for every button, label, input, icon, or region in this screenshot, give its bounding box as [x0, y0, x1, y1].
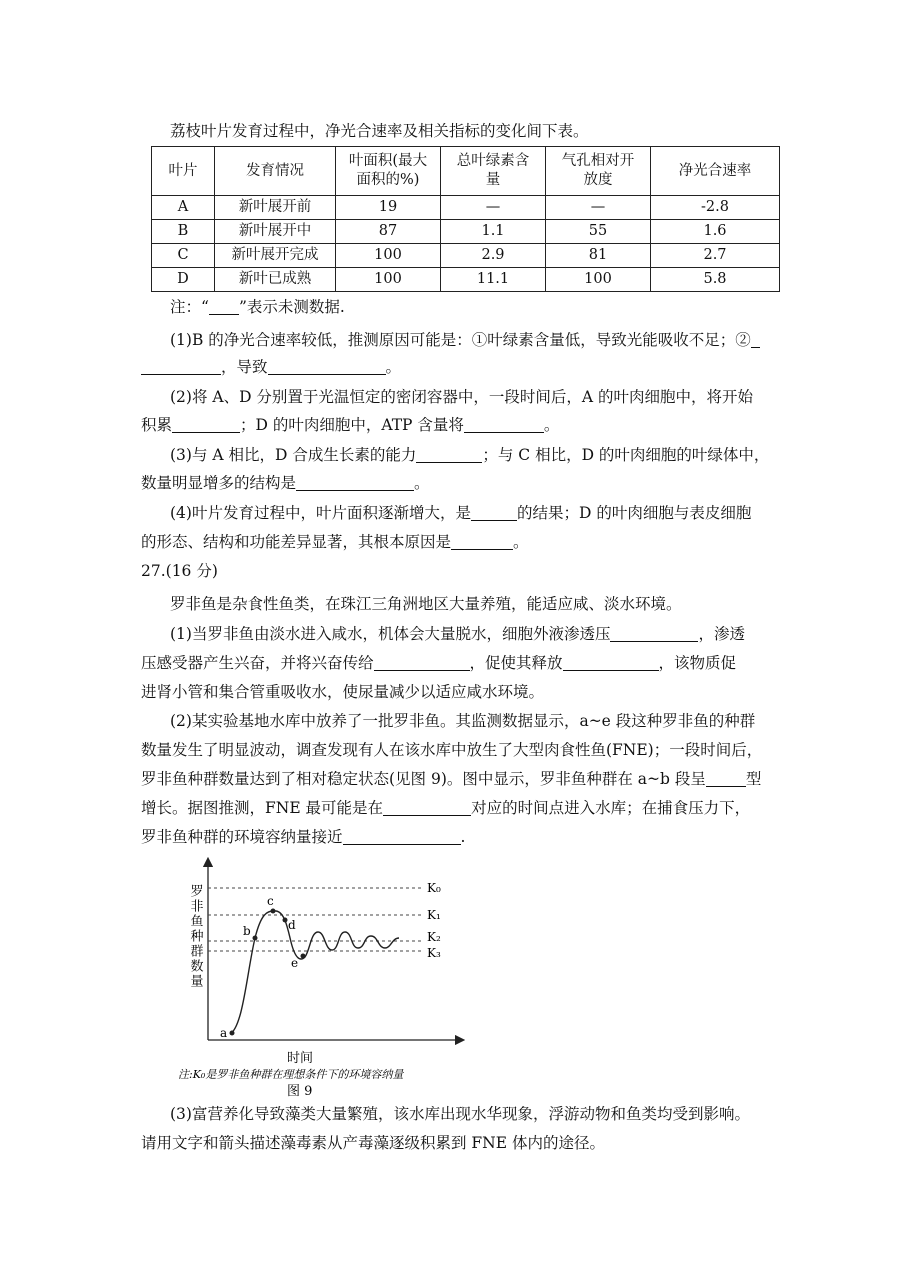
answer-blank [296, 474, 414, 491]
answer-blank [141, 358, 221, 375]
header-cell [215, 147, 336, 196]
question-27-title: 27.(16 分) [141, 562, 218, 580]
note-text: ”表示未测数据. [238, 298, 345, 316]
question-text: . [460, 828, 466, 846]
table-cell: C [152, 244, 215, 268]
table-cell: 新叶展开完成 [215, 244, 336, 268]
table-cell: 87 [336, 220, 441, 244]
question-27-1-end: 进肾小管和集合管重吸收水，使尿量减少以适应咸水环境。 [141, 683, 545, 701]
question-text: ，促使其释放 [469, 654, 563, 672]
point-b [253, 936, 258, 941]
table-cell: D [152, 268, 215, 292]
header-cell [152, 147, 215, 196]
question-text: (4)叶片发育过程中，叶片面积逐渐增大，是 [170, 504, 471, 522]
answer-blank [610, 625, 698, 642]
header-text: 放度 [583, 172, 613, 188]
label-d: d [288, 918, 296, 932]
table-cell: B [152, 220, 215, 244]
k0-label: K₀ [427, 881, 441, 895]
answer-blank [343, 828, 461, 845]
question-text: (3)与 A 相比，D 合成生长素的能力 [170, 446, 417, 464]
table-cell: A [152, 196, 215, 220]
question-1 [170, 330, 760, 350]
question-3-cont [141, 473, 430, 493]
answer-blank [464, 416, 544, 433]
question-27-1 [170, 624, 745, 644]
question-text: (1)当罗非鱼由淡水进入咸水，机体会大量脱水，细胞外液渗透压 [170, 625, 611, 643]
question-text: ，导致 [221, 358, 268, 376]
question-27-2: (2)某实验基地水库中放养了一批罗非鱼。其监测数据显示，a~e 段这种罗非鱼的种群 [170, 712, 756, 730]
k3-label: K₃ [427, 946, 441, 960]
question-text: 增长。据图推测，FNE 最可能是在 [141, 799, 384, 817]
y-axis-label: 罗非鱼种群数量 [187, 884, 203, 989]
point-e [301, 954, 306, 959]
table-cell: 新叶展开前 [215, 196, 336, 220]
header-text: 叶面积(最大 [348, 153, 428, 169]
question-27-3: (3)富营养化导致藻类大量繁殖，该水库出现水华现象，浮游动物和鱼类均受到影响。 [170, 1105, 750, 1123]
table-note [170, 297, 345, 317]
header-text: 发育情况 [246, 162, 304, 179]
answer-blank [751, 331, 760, 348]
table-cell: 1.6 [651, 220, 780, 244]
question-text: ；D 的叶肉细胞中，ATP 含量将 [240, 416, 464, 434]
table-cell: 2.7 [651, 244, 780, 268]
figure-9-population-graph [175, 852, 475, 1097]
table-cell: -2.8 [651, 196, 780, 220]
answer-blank [374, 654, 470, 671]
point-d [283, 918, 288, 923]
answer-blank [268, 358, 386, 375]
label-a: a [220, 1026, 228, 1040]
table-row [152, 244, 780, 268]
k1-label: K₁ [427, 908, 441, 922]
question-1-cont [141, 357, 401, 377]
question-27-2-line5 [141, 827, 465, 847]
question-4-cont [141, 532, 529, 552]
figure-caption: 图 9 [287, 1084, 313, 1097]
question-4 [170, 503, 751, 523]
point-c [271, 909, 276, 914]
header-text: 总叶绿素含 [456, 153, 530, 169]
header-cell [441, 147, 546, 196]
question-27-2-line3 [141, 769, 761, 789]
question-text: ，渗透 [698, 625, 745, 643]
question-text: ，该物质促 [658, 654, 737, 672]
label-b: b [243, 924, 251, 938]
table-cell: 100 [336, 268, 441, 292]
question-text: 对应的时间点进入水库；在捕食压力下， [471, 799, 751, 817]
label-e: e [291, 956, 299, 970]
question-27-1-cont [141, 653, 736, 673]
leaf-development-table [151, 146, 780, 292]
table-cell: 55 [546, 220, 651, 244]
header-text: 面积的%) [356, 172, 420, 188]
table-row [152, 220, 780, 244]
k2-label: K₂ [427, 930, 441, 944]
table-cell: 2.9 [441, 244, 546, 268]
answer-blank [172, 416, 240, 433]
table-cell: 5.8 [651, 268, 780, 292]
header-cell [336, 147, 441, 196]
point-a [230, 1031, 235, 1036]
table-row [152, 196, 780, 220]
table-cell: 1.1 [441, 220, 546, 244]
question-text: 积累 [141, 416, 173, 434]
question-text: 。 [385, 358, 402, 376]
question-text: 。 [543, 416, 560, 434]
table-intro: 荔枝叶片发育过程中，净光合速率及相关指标的变化间下表。 [170, 122, 589, 140]
question-text: 压感受器产生兴奋，并将兴奋传给 [141, 654, 374, 672]
table-cell: 100 [546, 268, 651, 292]
question-text: 罗非鱼种群数量达到了相对稳定状态(见图 9)。图中显示，罗非鱼种群在 a~b 段呈 [141, 770, 706, 788]
table-cell: — [441, 196, 546, 220]
header-text: 净光合速率 [678, 162, 752, 179]
table-cell: 新叶已成熟 [215, 268, 336, 292]
table-cell: 19 [336, 196, 441, 220]
table-cell: 100 [336, 244, 441, 268]
x-axis-label: 时间 [287, 1051, 314, 1066]
question-text: 。 [414, 474, 430, 492]
question-27-intro: 罗非鱼是杂食性鱼类，在珠江三角洲地区大量养殖，能适应咸、淡水环境。 [170, 595, 682, 613]
question-text: 的结果；D 的叶肉细胞与表皮细胞 [516, 504, 752, 522]
table-cell: 81 [546, 244, 651, 268]
note-blank [209, 298, 239, 315]
question-text: ；与 C 相比，D 的叶肉细胞的叶绿体中， [482, 446, 770, 464]
question-text: 。 [513, 533, 529, 551]
answer-blank [706, 770, 746, 787]
header-text: 叶片 [168, 162, 198, 179]
question-2: (2)将 A、D 分别置于光温恒定的密闭容器中，一段时间后，A 的叶肉细胞中，将开始 [170, 388, 754, 406]
header-text: 气孔相对开 [561, 153, 635, 169]
question-27-2-line4 [141, 798, 750, 818]
table-cell: — [546, 196, 651, 220]
table-cell: 新叶展开中 [215, 220, 336, 244]
answer-blank [563, 654, 659, 671]
note-text: 注：“ [170, 298, 209, 316]
question-3 [170, 445, 769, 465]
header-cell [546, 147, 651, 196]
figure-note: 注:K₀是罗非鱼种群在理想条件下的环境容纳量 [178, 1068, 404, 1081]
population-curve [230, 911, 399, 1034]
question-text: 罗非鱼种群的环境容纳量接近 [141, 828, 343, 846]
answer-blank [451, 533, 513, 550]
question-27-2-line2: 数量发生了明显波动，调查发现有人在该水库中放生了大型肉食性鱼(FNE)；一段时间后， [141, 741, 763, 759]
question-2-cont [141, 415, 559, 435]
question-text: 型 [745, 770, 762, 788]
table-header-row [152, 147, 780, 196]
table-cell: 11.1 [441, 268, 546, 292]
answer-blank [383, 799, 471, 816]
table-row [152, 268, 780, 292]
question-27-3-cont: 请用文字和箭头描述藻毒素从产毒藻逐级积累到 FNE 体内的途径。 [141, 1134, 605, 1152]
header-text: 量 [485, 172, 501, 188]
question-text: 的形态、结构和功能差异显著，其根本原因是 [141, 533, 452, 551]
answer-blank [416, 446, 482, 463]
header-cell [651, 147, 780, 196]
answer-blank [471, 504, 517, 521]
question-text: 数量明显增多的结构是 [141, 474, 297, 492]
question-text: (1)B 的净光合速率较低，推测原因可能是：①叶绿素含量低，导致光能吸收不足；② [170, 331, 751, 349]
label-c: c [267, 894, 274, 908]
